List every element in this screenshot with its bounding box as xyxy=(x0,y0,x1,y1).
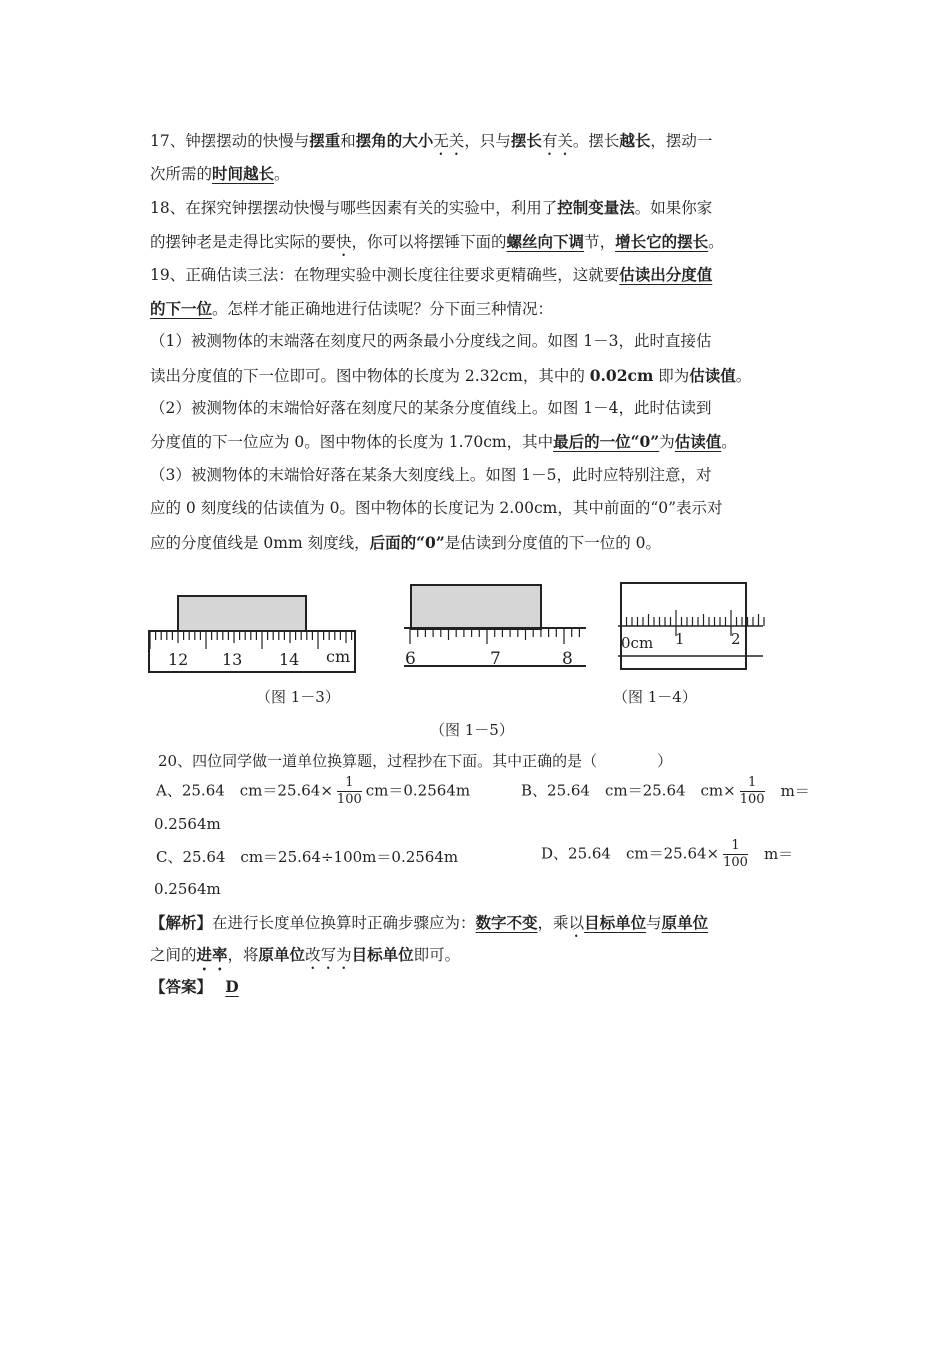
q19-case3-line3: 应的分度值线是 0mm 刻度线，后面的“0”是估读到分度值的下一位的 0。 xyxy=(150,533,662,552)
figure-ruler-1 xyxy=(148,594,360,676)
q19-case3-line2: 应的 0 刻度线的估读值为 0。图中物体的长度记为 2.00cm，其中前面的“0”表示对 xyxy=(150,499,723,517)
q19-case1-line1: （1）被测物体的末端落在刻度尺的两条最小分度线之间。如图 1－3，此时直接估 xyxy=(150,332,712,350)
q20-stem: 20、四位同学做一道单位换算题，过程抄在下面。其中正确的是（ ） xyxy=(158,752,673,770)
q20-option-d: D、25.64 cm＝25.64× $\frac{1}{100}$ m＝ xyxy=(541,838,794,870)
measured-block xyxy=(178,596,306,633)
tick-label-8: 8 xyxy=(562,649,573,669)
ruler-ticks xyxy=(410,629,579,644)
fraction: $\frac{1}{100}$ xyxy=(739,775,765,807)
unit-label-cm: cm xyxy=(326,647,351,666)
answer-value: D xyxy=(225,977,239,996)
q19-case2-line1: （2）被测物体的末端恰好落在刻度尺的某条分度值线上。如图 1－4，此时估读到 xyxy=(150,399,712,417)
fraction: $\frac{1}{100}$ xyxy=(336,775,362,807)
tick-label-2: 2 xyxy=(731,630,741,648)
fraction: $\frac{1}{100}$ xyxy=(723,838,748,870)
answer-line: 【答案】 D xyxy=(150,970,800,1004)
analysis-line2: 之间的进率，将原单位改写为目标单位即可。 xyxy=(150,945,461,964)
figure-ruler-2 xyxy=(404,584,590,670)
q19-case2-line2: 分度值的下一位应为 0。图中物体的长度为 1.70cm，其中最后的一位“0”为估读值。 xyxy=(150,432,737,451)
tick-label-6: 6 xyxy=(405,649,416,669)
q20-option-b-cont: 0.2564m xyxy=(154,815,221,833)
q19-case1-line2: 读出分度值的下一位即可。图中物体的长度为 2.32cm，其中的 0.02cm 即为估读值。 xyxy=(150,366,752,385)
q17-line1: 17、钟摆摆动的快慢与摆重和摆角的大小无关，只与摆长有关。摆长越长，摆动一 xyxy=(150,131,713,150)
q20-option-d-cont: 0.2564m xyxy=(154,880,221,898)
analysis-line1: 【解析】在进行长度单位换算时正确步骤应为：数字不变，乘以目标单位与原单位 xyxy=(150,913,709,932)
figure-ruler-3 xyxy=(618,580,766,672)
tick-label-14: 14 xyxy=(279,650,300,669)
q19-case3-line1: （3）被测物体的末端恰好落在某条大刻度线上。如图 1－5，此时应特别注意，对 xyxy=(150,466,712,484)
caption-fig-1-5: （图 1－5） xyxy=(430,721,514,739)
q20-option-b: B、25.64 cm＝25.64 cm× $\frac{1}{100}$ m＝ xyxy=(521,775,810,807)
tick-label-0cm: 0cm xyxy=(621,634,654,652)
caption-fig-1-4: （图 1－4） xyxy=(613,688,697,706)
q19-line2: 的下一位。怎样才能正确地进行估读呢？分下面三种情况： xyxy=(150,299,554,318)
q20-option-c: C、25.64 cm＝25.64÷100m＝0.2564m xyxy=(156,848,459,866)
q17-line2: 次所需的时间越长。 xyxy=(150,164,290,183)
measured-block xyxy=(411,585,541,629)
q19-line1: 19、正确估读三法：在物理实验中测长度往往要求更精确些，这就要估读出分度值 xyxy=(150,265,713,284)
tick-label-7: 7 xyxy=(490,649,501,669)
tick-label-12: 12 xyxy=(168,650,189,669)
q18-line2: 的摆钟老是走得比实际的要快，你可以将摆锤下面的螺丝向下调节，增长它的摆长。 xyxy=(150,232,724,251)
tick-label-13: 13 xyxy=(222,650,243,669)
q18-line1: 18、在探究钟摆摆动快慢与哪些因素有关的实验中，利用了控制变量法。如果你家 xyxy=(150,198,713,217)
q20-option-a: A、25.64 cm＝25.64× $\frac{1}{100}$ cm＝0.2564m xyxy=(156,775,471,807)
tick-label-1: 1 xyxy=(675,630,685,648)
caption-fig-1-3: （图 1－3） xyxy=(256,688,340,706)
